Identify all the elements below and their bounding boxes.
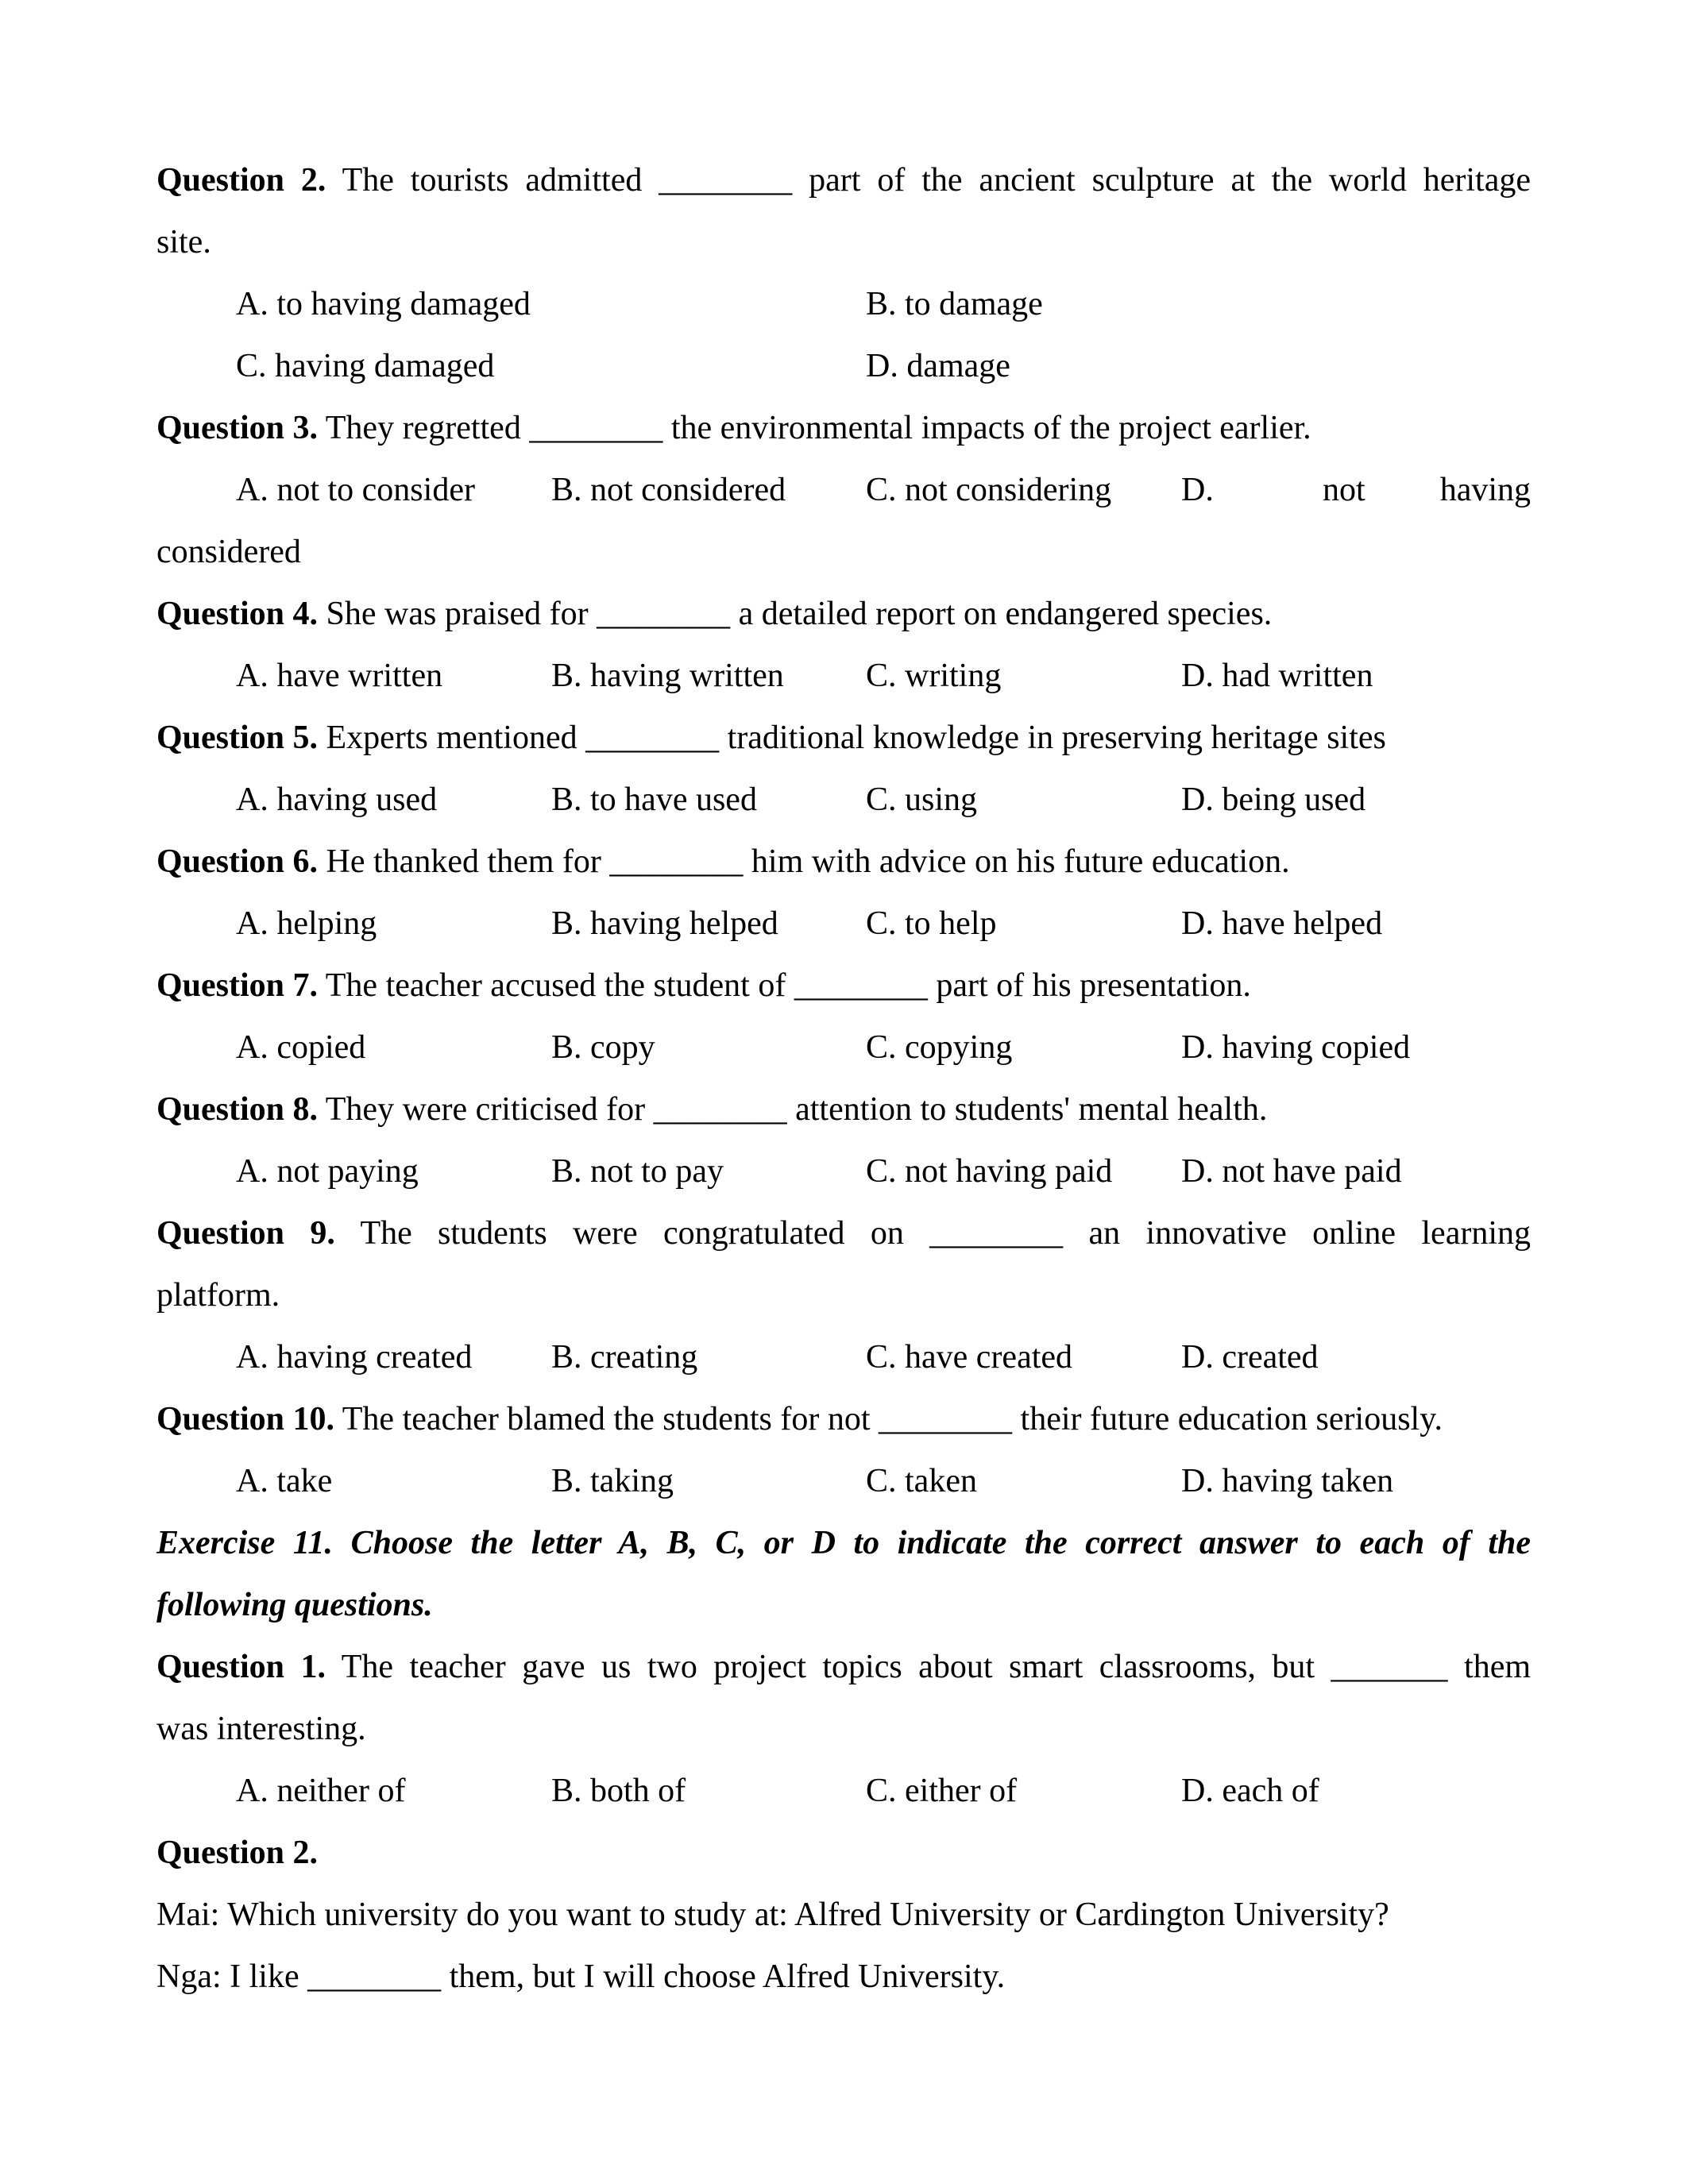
option-c: C. copying — [866, 1029, 1013, 1066]
ex11-question-1-options — [156, 1760, 1531, 1822]
option-a: A. not paying — [236, 1153, 419, 1190]
option-b: B. both of — [551, 1773, 686, 1809]
option-c: C. to help — [866, 905, 997, 942]
option-d-word: having — [1439, 472, 1531, 508]
option-b: B. to damage — [866, 286, 1043, 322]
dialogue-line-mai — [156, 1884, 1531, 1946]
question-6-options — [156, 893, 1531, 955]
question-7-stem — [156, 955, 1531, 1017]
question-2-stem — [156, 149, 1531, 211]
option-c: C. taken — [866, 1463, 977, 1499]
ex11-question-1-stem — [156, 1636, 1531, 1698]
option-d-label: D. — [1181, 472, 1214, 508]
option-b: B. not considered — [551, 472, 786, 508]
option-d: D. being used — [1181, 781, 1366, 818]
option-a: A. neither of — [236, 1773, 406, 1809]
option-c: C. not having paid — [866, 1153, 1113, 1190]
question-5-stem — [156, 707, 1531, 769]
question-text: He thanked them for ________ him with advice on his future education. — [326, 843, 1290, 880]
question-text: She was praised for ________ a detailed report on endangered species. — [326, 596, 1273, 632]
option-d-text: considered — [156, 534, 301, 570]
question-label: Question 2. — [156, 162, 326, 199]
option-d: D. created — [1181, 1339, 1319, 1376]
option-a: A. have written — [236, 658, 443, 694]
dialogue-text: Mai: Which university do you want to study at: Alfred University or Cardington University? — [156, 1897, 1389, 1933]
question-2-options-row-1 — [156, 273, 1531, 335]
option-a: A. to having damaged — [236, 286, 531, 322]
option-b: B. having helped — [551, 905, 778, 942]
option-d: D. had written — [1181, 658, 1373, 694]
question-3-stem — [156, 397, 1531, 459]
option-d: D. each of — [1181, 1773, 1319, 1809]
question-2-stem-continued — [156, 211, 1531, 273]
ex11-question-2-label — [156, 1822, 1531, 1884]
question-label: Question 5. — [156, 720, 319, 756]
question-text: platform. — [156, 1277, 280, 1314]
question-9-stem-continued — [156, 1264, 1531, 1326]
question-4-stem — [156, 583, 1531, 645]
dialogue-line-nga — [156, 1946, 1531, 2008]
question-9-options — [156, 1326, 1531, 1388]
question-text: site. — [156, 224, 211, 260]
question-text: The students were congratulated on ________ an innovative online learning — [360, 1215, 1531, 1252]
question-text: Experts mentioned ________ traditional knowledge in preserving heritage sites — [326, 720, 1386, 756]
question-10-stem — [156, 1388, 1531, 1450]
option-d: D. having copied — [1181, 1029, 1411, 1066]
question-label: Question 6. — [156, 843, 319, 880]
question-label: Question 8. — [156, 1091, 319, 1128]
ex11-question-1-stem-continued — [156, 1698, 1531, 1760]
question-label: Question 3. — [156, 410, 319, 446]
question-text: was interesting. — [156, 1711, 366, 1747]
question-8-stem — [156, 1078, 1531, 1140]
option-b: B. to have used — [551, 781, 757, 818]
question-label: Question 1. — [156, 1649, 326, 1685]
question-text: The teacher accused the student of ________ part of his presentation. — [325, 967, 1251, 1004]
option-c: C. having damaged — [236, 348, 495, 384]
question-4-options — [156, 645, 1531, 707]
option-b: B. creating — [551, 1339, 698, 1376]
option-a: A. not to consider — [236, 472, 475, 508]
question-2-options-row-2 — [156, 335, 1531, 397]
question-8-options — [156, 1140, 1531, 1202]
question-10-options — [156, 1450, 1531, 1512]
option-c: C. not considering — [866, 472, 1112, 508]
option-b: B. having written — [551, 658, 784, 694]
option-a: A. having created — [236, 1339, 473, 1376]
option-c: C. either of — [866, 1773, 1018, 1809]
question-5-options — [156, 769, 1531, 831]
question-3-option-d-continued — [156, 521, 1531, 583]
exercise-11-heading — [156, 1512, 1531, 1574]
exercise-heading-text: following questions. — [156, 1587, 433, 1623]
option-d: D. have helped — [1181, 905, 1383, 942]
option-d-word: not — [1323, 472, 1365, 508]
option-b: B. taking — [551, 1463, 674, 1499]
option-a: A. copied — [236, 1029, 366, 1066]
option-b: B. copy — [551, 1029, 655, 1066]
option-a: A. having used — [236, 781, 438, 818]
option-a: A. helping — [236, 905, 377, 942]
question-label: Question 2. — [156, 1835, 319, 1871]
option-d: D. having taken — [1181, 1463, 1394, 1499]
option-c: C. using — [866, 781, 978, 818]
question-3-options — [156, 459, 1531, 521]
question-6-stem — [156, 831, 1531, 893]
question-text: They regretted ________ the environmental impacts of the project earlier. — [325, 410, 1311, 446]
question-9-stem — [156, 1202, 1531, 1264]
question-text: The teacher blamed the students for not ________ their future education seriously. — [342, 1401, 1443, 1437]
question-label: Question 9. — [156, 1215, 335, 1252]
exercise-heading-text: Exercise 11. Choose the letter A, B, C, or D to indicate the correct answer to each of the — [156, 1525, 1531, 1561]
option-a: A. take — [236, 1463, 333, 1499]
option-b: B. not to pay — [551, 1153, 724, 1190]
question-text: The teacher gave us two project topics about smart classrooms, but _______ them — [341, 1649, 1531, 1685]
question-text: They were criticised for ________ attention to students' mental health. — [325, 1091, 1268, 1128]
question-label: Question 7. — [156, 967, 319, 1004]
option-d: D. damage — [866, 348, 1010, 384]
question-text: The tourists admitted ________ part of the ancient sculpture at the world heritage — [342, 162, 1532, 199]
option-d: D. not have paid — [1181, 1153, 1402, 1190]
question-label: Question 4. — [156, 596, 319, 632]
dialogue-text: Nga: I like ________ them, but I will choose Alfred University. — [156, 1958, 1006, 1995]
question-label: Question 10. — [156, 1401, 335, 1437]
option-c: C. have created — [866, 1339, 1073, 1376]
question-7-options — [156, 1017, 1531, 1078]
exercise-11-heading-continued — [156, 1574, 1531, 1636]
option-c: C. writing — [866, 658, 1002, 694]
